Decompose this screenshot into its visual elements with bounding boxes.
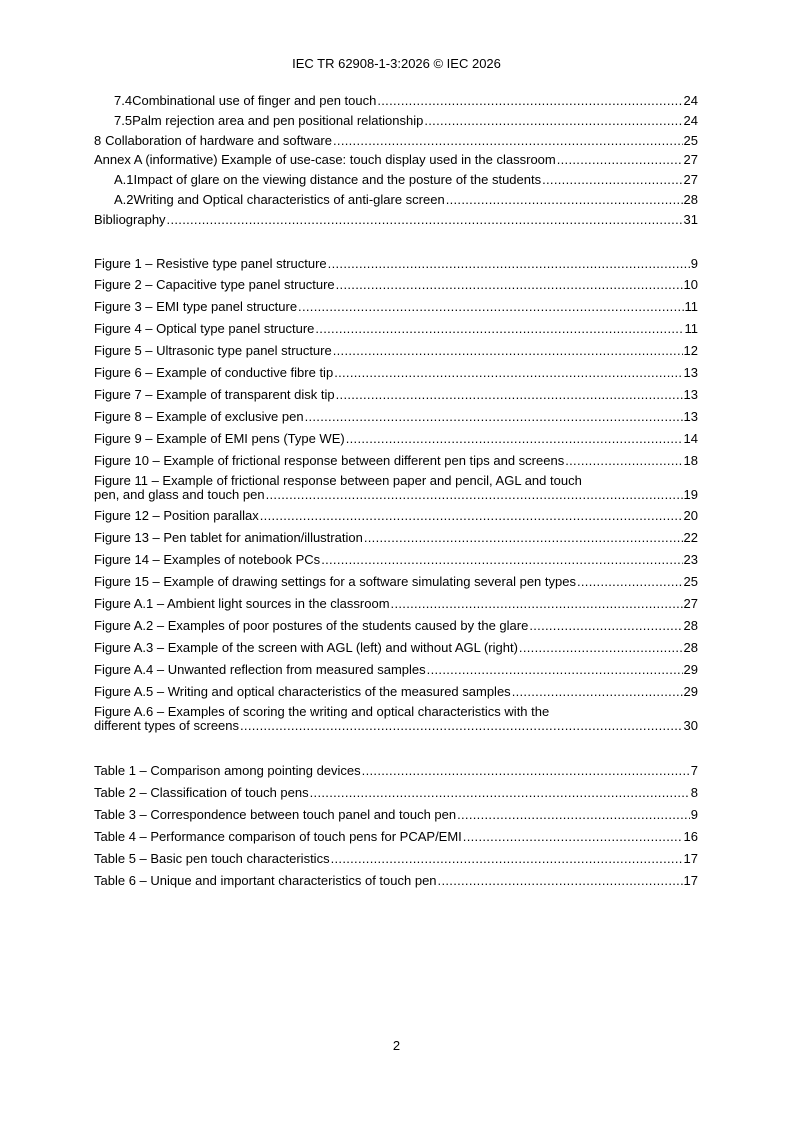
toc-entry-number: A.2: [114, 191, 134, 207]
figure-entry-title: Figure 10 – Example of frictional response between different pen tips and screens: [94, 452, 565, 468]
figure-entry-page: 28: [683, 639, 698, 655]
figure-entry-title: Figure A.4 – Unwanted reflection from measured samples: [94, 661, 426, 677]
table-entry[interactable]: [94, 851, 698, 867]
toc-entry-a-2[interactable]: [94, 192, 698, 208]
figure-entry-page: 19: [683, 487, 698, 503]
figure-entry[interactable]: [94, 277, 698, 293]
figure-entry-title: Figure A.6 – Examples of scoring the writing and optical characteristics with the: [94, 704, 550, 720]
figure-entry-page: 29: [683, 683, 698, 699]
dot-leader: [334, 365, 682, 381]
dot-leader: [260, 508, 683, 524]
figure-entry-page: 9: [690, 255, 698, 271]
toc-entry-7-5[interactable]: [94, 113, 698, 129]
figure-entry-title: Figure 7 – Example of transparent disk tip: [94, 386, 335, 402]
dot-leader: [305, 409, 683, 425]
dot-leader: [391, 596, 683, 612]
figure-entry-title: Figure A.3 – Example of the screen with AGL (left) and without AGL (right): [94, 639, 518, 655]
table-entry-page: 7: [690, 763, 698, 779]
toc-entry-title: Palm rejection area and pen positional relationship: [132, 112, 424, 128]
figure-entry-title: Figure 11 – Example of frictional response between paper and pencil, AGL and touch: [94, 473, 582, 489]
figure-entry-page: 25: [683, 574, 698, 590]
figure-entry-title: Figure 8 – Example of exclusive pen: [94, 408, 304, 424]
toc-entry-title: Collaboration of hardware and software: [105, 132, 332, 148]
figure-entry[interactable]: [94, 409, 698, 425]
dot-leader: [512, 684, 683, 700]
table-entry-page: 9: [690, 807, 698, 823]
toc-entry-a-1[interactable]: [94, 172, 698, 188]
table-entry-page: 17: [683, 850, 698, 866]
figure-entry[interactable]: [94, 474, 698, 502]
dot-leader: [321, 552, 682, 568]
table-of-contents: [94, 93, 698, 895]
toc-entry-page: 24: [683, 112, 698, 128]
figure-entry-page: 27: [683, 595, 698, 611]
dot-leader: [333, 343, 683, 359]
table-entry[interactable]: [94, 873, 698, 889]
figure-entry[interactable]: [94, 431, 698, 447]
figure-entry[interactable]: [94, 453, 698, 469]
toc-entry-number: 7.4: [114, 93, 133, 108]
dot-leader: [346, 431, 683, 447]
figure-entry[interactable]: [94, 343, 698, 359]
figure-entry[interactable]: [94, 662, 698, 678]
figure-entry-title: Figure 4 – Optical type panel structure: [94, 321, 315, 337]
dot-leader: [424, 113, 682, 129]
figure-entry[interactable]: [94, 321, 698, 337]
page-header: IEC TR 62908-1-3:2026 © IEC 2026: [292, 56, 501, 71]
figure-entry-page: 18: [683, 452, 698, 468]
figure-entry-title-continued: pen, and glass and touch pen: [94, 487, 265, 503]
table-entry-title: Table 4 – Performance comparison of touch pens for PCAP/EMI: [94, 828, 462, 844]
toc-entry-bibliography[interactable]: [94, 212, 698, 228]
toc-entry-title: Annex A (informative) Example of use-case: touch display used in the classroom: [94, 152, 556, 168]
table-entry-title: Table 3 – Correspondence between touch panel and touch pen: [94, 807, 457, 823]
table-entry[interactable]: [94, 763, 698, 779]
figure-entry-title: Figure A.5 – Writing and optical characteristics of the measured samples: [94, 683, 511, 699]
figure-entry-page: 30: [683, 718, 698, 734]
figure-entry-page: 28: [683, 617, 698, 633]
figure-entry-page: 12: [683, 343, 698, 359]
figure-entry[interactable]: [94, 299, 698, 315]
dot-leader: [336, 277, 683, 293]
figure-entry-title: Figure 1 – Resistive type panel structure: [94, 255, 327, 271]
figure-entry-title-continued: different types of screens: [94, 718, 240, 734]
dot-leader: [542, 172, 682, 188]
toc-entry-7-4[interactable]: [94, 93, 698, 109]
figure-entry-page: 11: [684, 321, 698, 337]
toc-entry-title: Bibliography: [94, 211, 166, 227]
dot-leader: [438, 873, 683, 889]
toc-entry-page: 24: [683, 93, 698, 108]
toc-entry-title: Writing and Optical characteristics of anti-glare screen: [133, 191, 445, 207]
figure-entry[interactable]: [94, 596, 698, 612]
table-entry-title: Table 6 – Unique and important characteristics of touch pen: [94, 872, 437, 888]
dot-leader: [446, 192, 683, 208]
figure-entry[interactable]: [94, 508, 698, 524]
dot-leader: [315, 321, 683, 337]
figure-entry-title: Figure 14 – Examples of notebook PCs: [94, 552, 321, 568]
table-entry[interactable]: [94, 829, 698, 845]
toc-entry-page: 27: [683, 172, 698, 188]
table-entry-page: 17: [683, 872, 698, 888]
dot-leader: [336, 387, 683, 403]
toc-entry-page: 28: [683, 191, 698, 207]
figure-entry-title: Figure 12 – Position parallax: [94, 508, 259, 524]
figure-entry[interactable]: [94, 552, 698, 568]
toc-entry-annex-a[interactable]: [94, 152, 698, 168]
dot-leader: [310, 785, 690, 801]
section-gap: [94, 739, 698, 763]
dot-leader: [364, 530, 683, 546]
toc-entry-page: 31: [683, 211, 698, 227]
toc-entry-8[interactable]: [94, 133, 698, 149]
table-entry-title: Table 5 – Basic pen touch characteristics: [94, 850, 330, 866]
figure-entry[interactable]: [94, 256, 698, 272]
toc-entry-title: Impact of glare on the viewing distance and the posture of the students: [133, 172, 542, 188]
figure-entry-page: 22: [683, 530, 698, 546]
table-entry-page: 16: [683, 828, 698, 844]
dot-leader: [377, 93, 682, 109]
figure-entry[interactable]: [94, 530, 698, 546]
figure-entry-title: Figure 15 – Example of drawing settings for a software simulating several pen types: [94, 574, 576, 590]
figure-entry-page: 29: [683, 661, 698, 677]
figure-entry-page: 11: [684, 299, 698, 315]
table-entry-title: Table 2 – Classification of touch pens: [94, 785, 309, 801]
table-entry[interactable]: [94, 785, 698, 801]
dot-leader: [298, 299, 683, 315]
dot-leader: [328, 256, 690, 272]
figure-entry[interactable]: [94, 705, 698, 733]
dot-leader: [577, 574, 683, 590]
figure-entry[interactable]: [94, 640, 698, 656]
figure-entry-title: Figure 6 – Example of conductive fibre tip: [94, 365, 334, 381]
figure-entry-page: 13: [683, 386, 698, 402]
dot-leader: [529, 618, 682, 634]
figure-entry-page: 14: [683, 430, 698, 446]
dot-leader: [333, 133, 683, 149]
figure-entry[interactable]: [94, 365, 698, 381]
figure-entry-page: 20: [683, 508, 698, 524]
figure-entry-page: 13: [683, 365, 698, 381]
figure-entry-title: Figure 13 – Pen tablet for animation/illustration: [94, 530, 363, 546]
figure-entry-title: Figure 5 – Ultrasonic type panel structure: [94, 343, 332, 359]
figure-entry-title: Figure A.1 – Ambient light sources in the classroom: [94, 595, 390, 611]
dot-leader: [463, 829, 683, 845]
dot-leader: [565, 453, 682, 469]
toc-entry-title: Combinational use of finger and pen touch: [132, 93, 377, 108]
toc-entry-page: 25: [683, 132, 698, 148]
dot-leader: [331, 851, 683, 867]
figure-entry[interactable]: [94, 574, 698, 590]
figure-entry[interactable]: [94, 684, 698, 700]
toc-entry-number: 8: [94, 132, 102, 148]
dot-leader: [519, 640, 683, 656]
page-number: 2: [392, 1038, 401, 1053]
table-entry[interactable]: [94, 807, 698, 823]
figure-entry-title: Figure 3 – EMI type panel structure: [94, 299, 298, 315]
dot-leader: [457, 807, 690, 823]
table-entry-page: 8: [690, 785, 698, 801]
section-gap: [94, 232, 698, 256]
dot-leader: [266, 488, 683, 502]
figure-entry[interactable]: [94, 618, 698, 634]
figure-entry-page: 13: [683, 408, 698, 424]
dot-leader: [167, 212, 683, 228]
table-entry-title: Table 1 – Comparison among pointing devices: [94, 763, 361, 779]
dot-leader: [240, 719, 683, 733]
figure-entry-title: Figure 2 – Capacitive type panel structure: [94, 277, 335, 293]
figure-entry-page: 23: [683, 552, 698, 568]
toc-entry-number: A.1: [114, 172, 134, 188]
toc-entry-page: 27: [683, 152, 698, 168]
toc-entry-number: 7.5: [114, 112, 133, 128]
figure-entry-title: Figure A.2 – Examples of poor postures of the students caused by the glare: [94, 617, 529, 633]
dot-leader: [557, 152, 683, 168]
dot-leader: [362, 763, 690, 779]
figure-entry[interactable]: [94, 387, 698, 403]
figure-entry-title: Figure 9 – Example of EMI pens (Type WE): [94, 430, 345, 446]
dot-leader: [427, 662, 683, 678]
figure-entry-page: 10: [683, 277, 698, 293]
